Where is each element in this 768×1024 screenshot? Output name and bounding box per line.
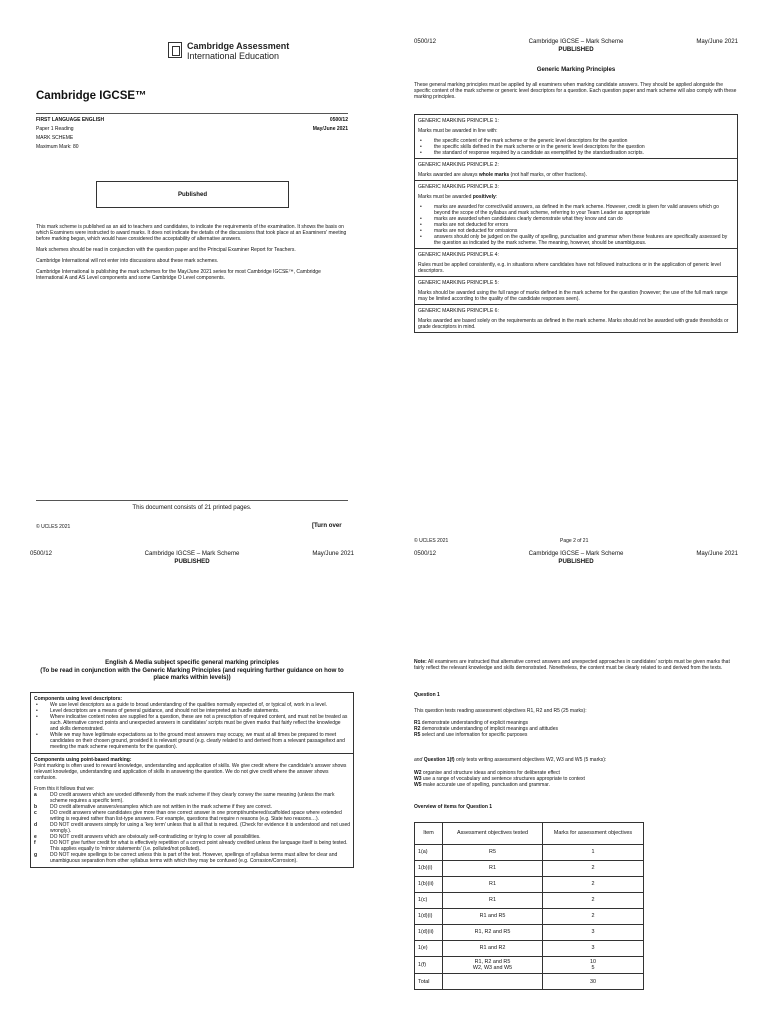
header-title-text: Cambridge IGCSE – Mark Scheme [528,38,624,45]
table-cell: 1(d)(i) [415,909,443,925]
list-item [34,810,350,822]
objective-code: W3 [414,776,422,782]
text: (not half marks, or other fractions). [509,172,587,178]
logo-line-1: Cambridge Assessment [187,41,290,51]
divider [36,500,348,501]
table-cell: R1, R2 and R5 W2, W3 and W5 [443,957,543,974]
text: Marks awarded are always [418,172,479,178]
objective-text: demonstrate understanding of implicit meanings and attitudes [420,726,558,732]
objective-code: R2 [414,726,421,732]
table-body [415,845,644,990]
table-row [415,941,644,957]
paper-name: Paper 1 Reading [36,126,74,132]
text-bold: Question 1(f) [422,757,455,763]
list-item: • Where indicative content notes are supplied for a question, these are not a prescription of required content, and must not be treated as such. Alternative correct points and unexpected answers in candidates' scripts must be given marks that fairly reflect the knowledge and skills demonstrated. [34,714,350,732]
section-heading: Generic Marking Principles [536,66,616,73]
overview-table [414,822,644,990]
copyright: © UCLES 2021 [414,538,449,544]
objective-r5 [414,732,738,738]
table-cell: 2 [543,893,644,909]
header-title-text: Cambridge IGCSE – Mark Scheme [144,550,240,557]
table-cell: 30 [543,974,644,990]
list-text: DO credit answers which are worded differently from the mark scheme if they clearly convey the same meaning (unless the mark scheme requires a specific term). [50,792,335,804]
table-cell: R1, R2 and R5 [443,925,543,941]
divider [36,113,348,114]
objective-text: organise and structure ideas and opinions for deliberate effect [421,770,560,776]
page-header [414,550,738,570]
header-title [414,38,738,53]
list-letter: a [34,792,37,798]
objective-code: W5 [414,782,422,788]
table-row [415,845,644,861]
list-item: • We use level descriptors as a guide to broad understanding of the qualities normally expected of, or typical of, work in a level. [34,702,350,708]
list-letter: d [34,822,38,828]
published-box: Published [96,181,289,208]
list-letter: b [34,804,38,810]
table-header-row [415,823,644,845]
page-3-subject-principles [0,512,384,1024]
objective-text: demonstrate understanding of explicit meanings [420,720,528,726]
page-4-question-1 [384,512,768,1024]
table-row [415,957,644,974]
list-text: DO credit alternative answers/examples which are not written in the mark scheme if they are correct. [50,804,273,810]
principle-title: GENERIC MARKING PRINCIPLE 3: [418,184,499,190]
letter-list [34,792,350,864]
page-header [414,38,738,58]
header-code: 0500/12 [414,550,437,557]
principle-text: Marks awarded are based solely on the requirements as defined in the mark scheme. Marks should not be awarded with grade thresholds or grade descriptors in mind. [418,318,729,330]
text-bold: whole marks [478,172,510,178]
column-header: Item [415,823,443,845]
table-cell: R5 [443,845,543,861]
text: only tests writing assessment objectives W2, W3 and W5 (5 marks): [454,757,607,763]
list-text: DO NOT require spellings to be correct unless this is part of the test. However, spellings of syllabus terms must allow for clear and unambiguous separation from other syllabus terms with which they may be confused (e.g. Corrasion/Corrosion). [50,852,338,864]
principle-1 [415,115,737,159]
header-session: May/June 2021 [312,550,354,557]
list-text: DO credit answers where candidates give more than one correct answer in one prompt/numbered/scaffolded space where extended writing is required rather than list-type answers. For example, questions that require n reasons (e.g. State two reasons…). [50,810,342,822]
text: : [495,194,498,200]
page-1-cover [0,0,384,512]
list-item: • the standard of response required by a candidate as exemplified by the standardisation scripts. [418,150,734,156]
subject-heading-2: (To be read in conjunction with the Generic Marking Principles (and requiring further guidance on how to place marks within levels)) [40,666,344,682]
table-cell: R1 [443,877,543,893]
list-letter: g [34,852,38,858]
point-based-section [31,753,353,867]
brand-title: Cambridge IGCSE™ [36,90,147,102]
overview-heading: Overview of items for Question 1 [414,804,493,810]
logo-line-2: International Education [187,51,280,61]
page-header [30,550,354,570]
header-title [414,550,738,565]
note-text [414,659,738,671]
list-item: • While we may have legitimate expectations as to the ground most answers may occupy, we must at all times be prepared to meet candidates on their chosen ground, provided it is relevant ground (e.g. clearly related to and derived from a relevant passage/text and meeting the mark scheme requirements for the question). [34,732,350,750]
table-cell: 10 5 [543,957,644,974]
page-2-generic-principles [384,0,768,512]
objective-text: make accurate use of spelling, punctuation and grammar. [421,782,550,788]
writing-tests-text [414,757,738,763]
list-text: DO NOT credit answers simply for using a 'key term' unless that is all that is required. (Check for evidence it is understood and not used wrongly.). [50,822,351,834]
paper-meta [36,117,348,153]
text-bold: positively [472,194,496,200]
list-letter: f [34,840,36,846]
objective-code: R5 [414,732,421,738]
cambridge-logo [168,40,318,62]
table-row [415,861,644,877]
header-session: May/June 2021 [696,550,738,557]
copyright: © UCLES 2021 [36,524,71,530]
intro-text: These general marking principles must be applied by all examiners when marking candidate answers. They should be applied alongside the specific content of the mark scheme or generic level descriptors for a question. Each question paper and mark scheme will also comply with these marking principles. [414,82,737,100]
list-item: • answers should only be judged on the quality of spelling, punctuation and grammar when these features are specifically assessed by the question as indicated by the mark scheme. The meaning, however, should be unambiguous. [418,234,734,246]
list-item: • marks are not deducted for omissions [418,228,734,234]
header-code: 0500/12 [414,38,437,45]
table-cell: 1(d)(ii) [415,925,443,941]
paragraph: Cambridge International is publishing the mark schemes for the May/June 2021 series for most Cambridge IGCSE™, Cambridge International A and AS Level components and some Cambridge O Level components. [36,269,321,281]
header-published: PUBLISHED [174,557,210,565]
table-cell: R1 [443,861,543,877]
principle-5 [415,277,737,305]
note-label: Note: [414,659,427,665]
subject-heading-1: English & Media subject specific general marking principles [105,659,279,666]
table-cell: 2 [543,877,644,893]
tests-text: This question tests reading assessment objectives R1, R2 and R5 (25 marks): [414,708,587,714]
column-header: Assessment objectives tested [443,823,543,845]
principle-title: GENERIC MARKING PRINCIPLE 4: [418,252,499,258]
doc-type: MARK SCHEME [36,135,74,141]
level-descriptors-section [31,693,353,753]
table-row [415,925,644,941]
text-italic: and [414,757,423,763]
principle-lead: Marks must be awarded in line with: [418,128,498,134]
principle-title: GENERIC MARKING PRINCIPLE 1: [418,118,499,124]
table-cell: R1 and R5 [443,909,543,925]
list-letter: c [34,810,37,816]
table-cell: 1(f) [415,957,443,974]
objective-w5 [414,782,738,788]
principles-box [30,692,354,868]
section-title: Components using point-based marking: [34,757,132,763]
cover-paragraphs [36,224,348,286]
paragraph: Cambridge International will not enter into discussions about these mark schemes. [36,258,219,264]
header-title-text: Cambridge IGCSE – Mark Scheme [528,550,624,557]
table-cell: 1 [543,845,644,861]
list-item: • the specific content of the mark scheme or the generic level descriptors for the question [418,138,734,144]
reading-objectives [414,720,738,738]
crest-icon [168,42,182,58]
principle-2 [415,159,737,181]
header-session: May/June 2021 [696,38,738,45]
header-published: PUBLISHED [558,45,594,53]
table-cell: 1(b)(ii) [415,877,443,893]
table-row [415,893,644,909]
max-mark: Maximum Mark: 80 [36,144,79,150]
table-cell: R1 [443,893,543,909]
list-letter: e [34,834,37,840]
list-text: DO NOT credit answers which are obviously self-contradicting or trying to cover all possibilities. [50,834,261,840]
table-cell: 3 [543,925,644,941]
table-cell: 2 [543,909,644,925]
objective-code: W2 [414,770,422,776]
principle-title: GENERIC MARKING PRINCIPLE 6: [418,308,499,314]
principle-text [418,172,734,178]
principle-text: Marks should be awarded using the full range of marks defined in the mark scheme for the question (however; the use of the full mark range may be limited according to the quality of the candidate responses seen). [418,290,728,302]
section-text: Point marking is often used to reward knowledge, understanding and application of skills. We give credit where the candidate's answer shows relevant knowledge, understanding and application of skills in answering the question. We do not give credit where the answer shows confusion. [34,763,347,781]
list-item [34,792,350,804]
principle-title: GENERIC MARKING PRINCIPLE 5: [418,280,499,286]
header-code: 0500/12 [30,550,53,557]
principle-6 [415,305,737,332]
section-text: From this it follows that we: [34,786,95,792]
text: Marks must be awarded [418,194,473,200]
principle-4 [415,249,737,277]
list-item: • the specific skills defined in the mark scheme or in the generic level descriptors for the question [418,144,734,150]
subject-heading-block [36,659,348,682]
table-row [415,909,644,925]
table-row [415,974,644,990]
list-text: DO NOT give further credit for what is effectively repetition of a correct point already credited unless the language itself is being tested. This applies equally to 'mirror statements' (i.e. polluted/not polluted). [50,840,348,852]
table-cell [443,974,543,990]
table-cell: 1(e) [415,941,443,957]
section-title: Components using level descriptors: [34,696,123,702]
list-item: • marks are not deducted for errors [418,222,734,228]
principle-3 [415,181,737,249]
objective-text: select and use information for specific purposes [420,732,528,738]
list-item [34,852,350,864]
turn-over: [Turn over [312,522,342,529]
table-cell: 1(a) [415,845,443,861]
list-item [34,840,350,852]
list-item: • marks are awarded when candidates clearly demonstrate what they know and can do [418,216,734,222]
principle-lead [418,194,734,200]
paper-code: 0500/12 [329,117,348,123]
page-number: Page 2 of 21 [560,538,589,544]
principles-box [414,114,738,333]
subject: FIRST LANGUAGE ENGLISH [36,117,105,123]
principle-title: GENERIC MARKING PRINCIPLE 2: [418,162,499,168]
principle-text: Rules must be applied consistently, e.g. in situations where candidates have not followed instructions or in the application of generic level descriptors. [418,262,721,274]
objective-text: use a range of vocabulary and sentence structures appropriate to context [421,776,585,782]
table-cell: R1 and R2 [443,941,543,957]
table-cell: 1(b)(i) [415,861,443,877]
table-cell: 1(c) [415,893,443,909]
session: May/June 2021 [312,126,348,132]
table-row [415,877,644,893]
writing-objectives [414,770,738,788]
table-cell: 3 [543,941,644,957]
table-cell: 2 [543,861,644,877]
list-item: • Level descriptors are a means of general guidance, and should not be interpreted as hurdle statements. [34,708,350,714]
paragraph: Mark schemes should be read in conjunction with the question paper and the Principal Examiner Report for Teachers. [36,247,296,253]
note-body: All examiners are instructed that alternative correct answers and unexpected approaches in candidates' scripts must be given marks that fairly reflect the relevant knowledge and skills demonstrated. Nonetheless, the content must be clearly related to and derived from the texts. [414,659,730,671]
table-cell: Total [415,974,443,990]
printed-pages: This document consists of 21 printed pages. [132,504,252,511]
paragraph: This mark scheme is published as an aid to teachers and candidates, to indicate the requirements of the examination. It shows the basis on which Examiners were instructed to award marks. It does not indicate the details of the discussions that took place at an Examiners' meeting before marking began, which would have considered the acceptability of alternative answers. [36,224,347,242]
list-item: • marks are awarded for correct/valid answers, as defined in the mark scheme. However, credit is given for valid answers which go beyond the scope of the syllabus and mark scheme, referring to your Team Leader as appropriate [418,204,734,216]
question-heading: Question 1 [414,692,440,698]
objective-code: R1 [414,720,421,726]
header-published: PUBLISHED [558,557,594,565]
header-title [30,550,354,565]
list-item [34,822,350,834]
column-header: Marks for assessment objectives [543,823,644,845]
